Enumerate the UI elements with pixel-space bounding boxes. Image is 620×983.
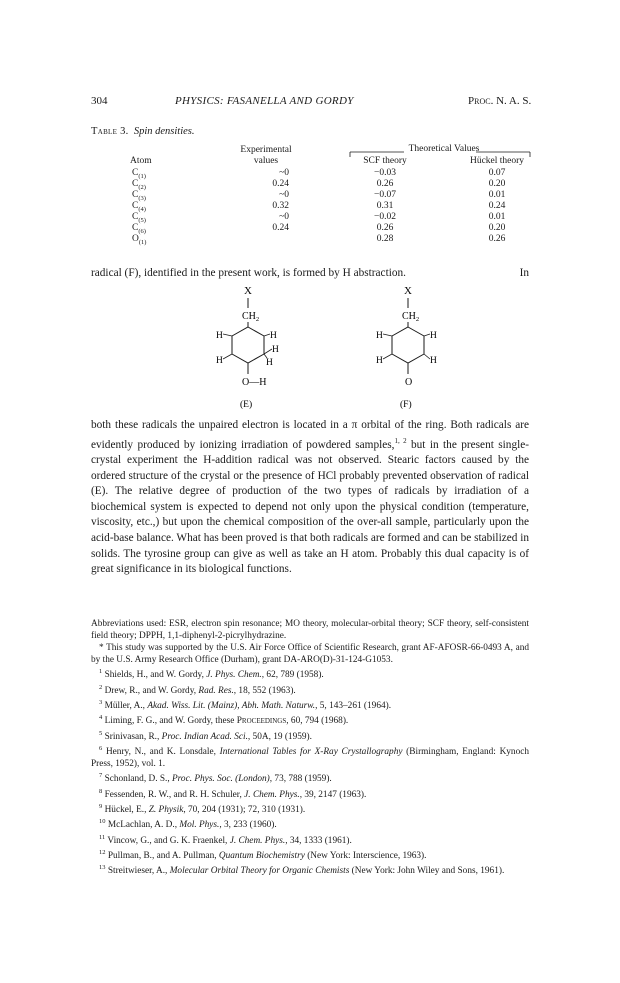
reference-authors: Hückel, E., — [104, 805, 149, 816]
table-cell-experimental: ~0 — [279, 190, 289, 200]
atom-index: (1) — [138, 238, 147, 246]
table-cell-scf: 0.26 — [376, 223, 394, 233]
reference-citation: , 70, 204 (1931); 72, 310 (1931). — [183, 805, 306, 816]
ch-subscript: 2 — [415, 316, 420, 323]
reference-citation: , 39, 2147 (1963). — [299, 789, 367, 800]
table-cell-atom — [132, 234, 162, 246]
reference-number: 3 — [99, 699, 103, 706]
table-cell-experimental: 0.24 — [272, 223, 289, 233]
reference-number: 7 — [99, 772, 103, 780]
structure-e-h-lower-right: H — [266, 358, 273, 368]
reference-authors: Vincow, G., and G. K. Fraenkel, — [107, 835, 230, 846]
table-cell-experimental: 0.32 — [272, 201, 289, 211]
reference-citation: , 18, 552 (1963). — [233, 685, 296, 696]
intro-text: radical (F), identified in the present work, is formed by H abstraction. — [91, 267, 406, 279]
reference-citation: , 3, 233 (1960). — [219, 820, 277, 831]
reference-citation: , 50A, 19 (1959). — [247, 731, 312, 742]
reference-number: 10 — [99, 818, 106, 826]
reference-source: Quantum Biochemistry — [218, 850, 305, 861]
structure-f-diagram — [366, 283, 454, 419]
reference-item — [91, 786, 529, 801]
reference-source: Proc. Indian Acad. Sci. — [161, 731, 248, 742]
reference-citation: (New York: John Wiley and Sons, 1961). — [349, 866, 505, 877]
structure-f-h-upper-right: H — [430, 331, 437, 341]
reference-number: 8 — [99, 787, 103, 795]
atom-symbol: C — [132, 179, 139, 189]
reference-citation: (Birmingham, England: Kynoch Press, 1952), vol. 1. — [91, 746, 530, 770]
table-cell-huckel: 0.01 — [488, 212, 506, 222]
ch-subscript: 2 — [255, 316, 260, 323]
reference-authors: Fessenden, R. W., and R. H. Schuler, — [104, 789, 245, 800]
abbreviations-note: Abbreviations used: ESR, electron spin resonance; MO theory, molecular-orbital theory; SCF theory, self-consistent field theory; DPPH, 1,1-diphenyl-2-picrylhydrazine. — [91, 619, 529, 642]
table-cell-scf: −0.02 — [374, 212, 396, 222]
reference-number: 6 — [99, 744, 103, 752]
structure-e-label: (E) — [240, 400, 253, 410]
table-title: Spin densities. — [133, 126, 195, 137]
structure-e-ch2 — [242, 311, 259, 323]
reference-item — [91, 712, 529, 727]
reference-source: Rad. Res. — [198, 685, 234, 696]
reference-authors: Liming, F. G., and W. Gordy, these — [104, 716, 237, 727]
col-header-huckel: Hückel theory — [469, 156, 525, 166]
table-cell-huckel: 0.24 — [488, 201, 506, 211]
reference-item — [91, 847, 529, 862]
structure-e-h-upper-right: H — [270, 331, 277, 341]
reference-number: 1 — [99, 668, 103, 676]
reference-authors: Drew, R., and W. Gordy, — [104, 685, 199, 696]
body-text-a: both these radicals the unpaired electron is located in a π orbital of the ring. Both radicals are evidently produced by ionizing irradiation of powdered samples, — [91, 419, 529, 451]
structure-f-h-lower-right: H — [430, 356, 437, 366]
reference-authors: Srinivasan, R., — [104, 731, 162, 742]
reference-source: Akad. Wiss. Lit. (Mainz), Abh. Math. Naturw. — [147, 701, 316, 712]
structure-e-h-upper-left: H — [216, 331, 223, 341]
table-cell-huckel: 0.26 — [488, 234, 506, 244]
intro-end: In — [519, 267, 529, 279]
reference-number: 9 — [99, 802, 103, 810]
col-header-atom: Atom — [130, 156, 152, 166]
reference-source: Proceedings — [236, 716, 287, 727]
funding-footnote: * This study was supported by the U.S. Air Force Office of Scientific Research, grant AF-AFOSR-66-0493 A, and by the U.S. Army Research Office (Durham), grant DA-ARO(D)-31-124-G1053. — [91, 643, 529, 666]
structure-e-diagram — [206, 283, 294, 419]
reference-item — [91, 801, 529, 816]
reference-source: Z. Physik — [148, 805, 184, 816]
reference-citation: , 62, 789 (1958). — [261, 670, 324, 681]
reference-source: Mol. Phys. — [179, 820, 220, 831]
structure-e-h-lower-left: H — [216, 356, 223, 366]
atom-symbol: C — [132, 223, 139, 233]
col-header-experimental-values: values — [253, 156, 279, 166]
table-cell-experimental: 0.24 — [272, 179, 289, 189]
table-cell-huckel: 0.20 — [488, 223, 506, 233]
reference-number: 13 — [99, 864, 106, 872]
ch-text: CH — [402, 311, 416, 322]
atom-index: (6) — [138, 227, 146, 235]
reference-item — [91, 682, 529, 697]
atom-symbol: C — [132, 212, 139, 222]
reference-item — [91, 666, 529, 681]
reference-source: International Tables for X-Ray Crystallography — [219, 746, 403, 757]
reference-number: 5 — [99, 729, 103, 737]
col-header-theoretical: Theoretical Values — [408, 144, 480, 154]
col-header-experimental: Experimental — [240, 145, 292, 155]
reference-item — [91, 862, 529, 877]
reference-authors: Pullman, B., and A. Pullman, — [107, 850, 219, 861]
table-cell-scf: 0.26 — [376, 179, 394, 189]
atom-index: (2) — [138, 183, 146, 191]
structure-f-ch2 — [402, 311, 419, 323]
body-paragraph — [91, 418, 529, 578]
structure-e-h-added: H — [272, 345, 279, 355]
reference-citation: , 73, 788 (1959). — [269, 774, 332, 785]
reference-authors: Henry, N., and K. Lonsdale, — [105, 746, 220, 757]
atom-symbol: C — [132, 190, 139, 200]
structure-f-o: O — [405, 377, 413, 388]
table-cell-huckel: 0.07 — [488, 168, 506, 178]
running-head: PHYSICS: FASANELLA AND GORDY — [175, 95, 354, 107]
table-cell-scf: 0.31 — [376, 201, 394, 211]
reference-citation: , 34, 1333 (1961). — [285, 835, 352, 846]
reference-source: Molecular Orbital Theory for Organic Chemists — [169, 866, 350, 877]
atom-index: (1) — [138, 172, 146, 180]
reference-number: 4 — [99, 714, 103, 722]
reference-source: Proc. Phys. Soc. (London) — [171, 774, 270, 785]
page-number: 304 — [91, 95, 108, 107]
table-cell-scf: −0.07 — [374, 190, 396, 200]
table-cell-scf: −0.03 — [374, 168, 396, 178]
reference-source: J. Chem. Phys. — [229, 835, 286, 846]
structure-f-label: (F) — [400, 400, 412, 410]
body-text-b: but in the present single-crystal experiment the H-addition radical was not observed. Stearic factors caused by the ordered structure of the crystal or the presence of HCl probably prevented observation of radical (E). The relative degree of production of the two types of radicals by irradiation of a biochemical system is expected to depend not only upon the physical condition (temperature, viscosity, etc.,) but upon the chemical composition of the over-all sample, particularly upon the acid-base balance. What has been proved is that both radicals are formed and can be stabilized in solids. The tyrosine group can give as well as take an H atom. Probably this dual capacity is of great significance in its biological functions. — [91, 438, 530, 576]
atom-symbol: C — [132, 168, 139, 178]
reference-citation: , 5, 143–261 (1964). — [315, 701, 392, 712]
reference-item — [91, 697, 529, 712]
reference-item — [91, 770, 529, 785]
table-cell-scf: 0.28 — [376, 234, 394, 244]
reference-number: 2 — [99, 683, 103, 691]
journal-abbreviation: Proc. N. A. S. — [468, 95, 532, 107]
atom-index: (5) — [138, 216, 146, 224]
reference-source: J. Chem. Phys. — [244, 789, 300, 800]
atom-index: (3) — [138, 194, 146, 202]
structure-f-ring — [392, 327, 424, 363]
reference-citation: , 60, 794 (1968). — [286, 716, 349, 727]
reference-authors: Streitwieser, A., — [107, 866, 170, 877]
reference-number: 11 — [99, 833, 106, 841]
structure-e-oh: O—H — [242, 377, 267, 388]
reference-authors: Shields, H., and W. Gordy, — [104, 670, 207, 681]
structure-f-x: X — [404, 285, 412, 297]
reference-item — [91, 728, 529, 743]
table-cell-experimental: ~0 — [279, 212, 289, 222]
reference-authors: McLachlan, A. D., — [107, 820, 180, 831]
structure-e-ring — [232, 327, 264, 363]
citation-refs: 1, 2 — [394, 436, 407, 445]
table-cell-huckel: 0.01 — [488, 190, 506, 200]
reference-citation: (New York: Interscience, 1963). — [304, 850, 427, 861]
col-header-scf: SCF theory — [363, 156, 407, 166]
structure-e-x: X — [244, 285, 252, 297]
structure-f-h-upper-left: H — [376, 331, 383, 341]
footnotes-list — [91, 642, 529, 877]
intro-line — [91, 266, 529, 282]
atom-symbol: C — [132, 201, 139, 211]
table-label: Table 3. — [91, 126, 129, 137]
reference-item — [91, 832, 529, 847]
atom-index: (4) — [138, 205, 146, 213]
reference-item — [91, 743, 529, 771]
ch-text: CH — [242, 311, 256, 322]
reference-number: 12 — [99, 848, 106, 856]
atom-symbol: O — [132, 234, 139, 244]
table-caption — [91, 126, 195, 137]
table-cell-experimental: ~0 — [279, 168, 289, 178]
reference-item — [91, 816, 529, 831]
reference-authors: Schonland, D. S., — [104, 774, 172, 785]
structure-f-h-lower-left: H — [376, 356, 383, 366]
reference-source: J. Phys. Chem. — [206, 670, 262, 681]
reference-authors: Müller, A., — [104, 701, 148, 712]
table-cell-huckel: 0.20 — [488, 179, 506, 189]
